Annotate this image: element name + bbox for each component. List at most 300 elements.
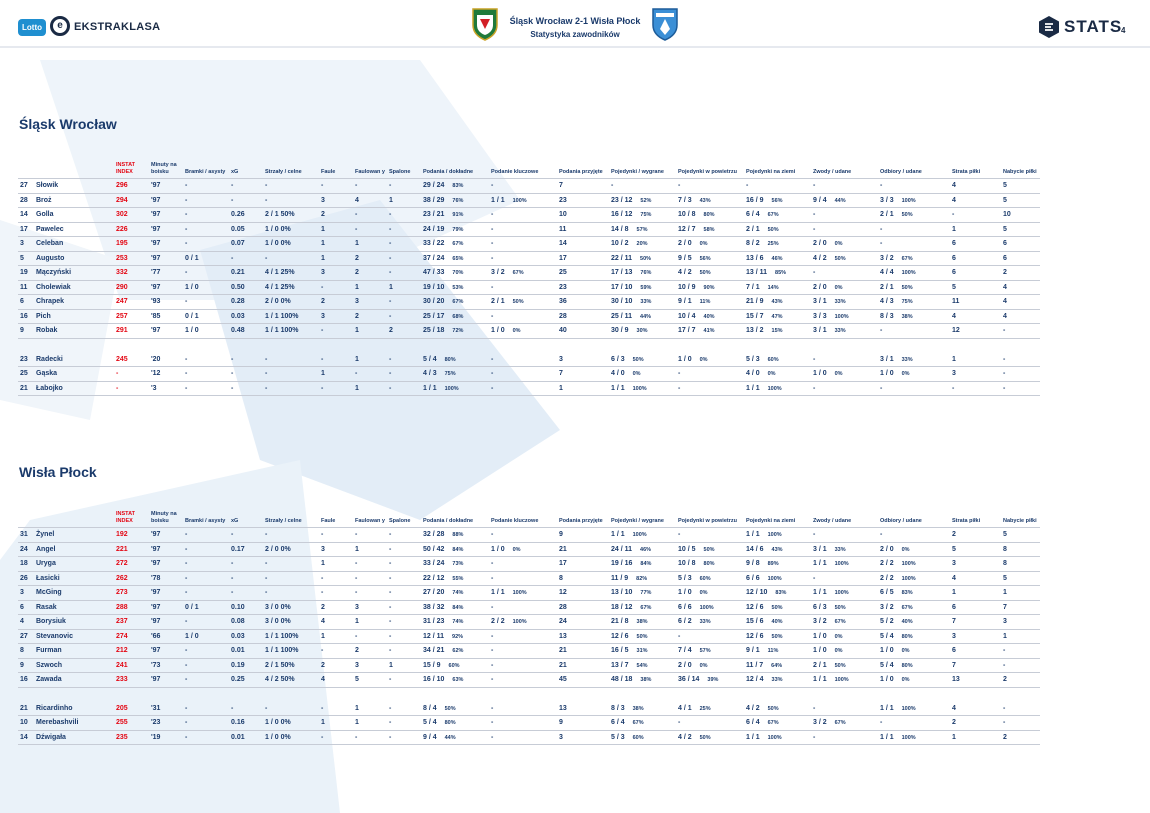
stat-value: 2 / 1 — [813, 661, 827, 669]
stat-value: 1 / 0 — [813, 370, 827, 378]
stat-percent: 100% — [901, 197, 916, 204]
stat-cell: - — [387, 557, 421, 572]
stat-percent: 74% — [452, 619, 464, 626]
stat-cell: - — [229, 367, 263, 382]
stat-cell — [811, 295, 878, 310]
stat-cell: Merebashvili — [34, 716, 114, 731]
stat-cell — [811, 658, 878, 673]
stat-cell: Chrapek — [34, 295, 114, 310]
stat-cell: 6 — [1001, 237, 1040, 252]
stat-cell: 1 / 0 — [183, 280, 229, 295]
stat-cell — [609, 716, 676, 731]
stat-value: 2 / 0 — [678, 661, 692, 669]
stat-cell: Angel — [34, 542, 114, 557]
stat-value: 2 / 0 — [813, 240, 827, 248]
stat-cell — [676, 528, 744, 543]
stat-value: 2 / 0 — [880, 545, 894, 553]
stat-value: 32 / 28 — [423, 531, 445, 539]
stat-value: 5 / 3 — [746, 355, 760, 363]
column-header: xG — [229, 156, 263, 179]
stat-value: 12 / 6 — [746, 603, 764, 611]
stat-value: 47 / 33 — [423, 269, 445, 277]
stat-percent: 30% — [636, 328, 648, 335]
stat-percent: 100% — [901, 561, 916, 568]
stat-cell: - — [183, 266, 229, 281]
stat-cell: 0.16 — [229, 716, 263, 731]
stat-percent: 40% — [901, 619, 913, 626]
stat-percent: 50% — [512, 299, 524, 306]
stat-cell — [676, 193, 744, 208]
column-header: Spalone — [387, 156, 421, 179]
stat-percent: 43% — [771, 299, 783, 306]
stat-cell: Celeban — [34, 237, 114, 252]
column-header: Spalone — [387, 505, 421, 528]
column-header: Bramki / asysty — [183, 156, 229, 179]
stat-cell — [421, 673, 489, 688]
stat-cell — [811, 179, 878, 194]
stat-percent: 0% — [834, 633, 843, 640]
stat-cell: - — [353, 629, 387, 644]
stat-cell: 290 — [114, 280, 149, 295]
stat-percent: 82% — [636, 575, 648, 582]
stat-cell: - — [263, 193, 319, 208]
stat-percent: 100% — [901, 270, 916, 277]
stat-cell: 332 — [114, 266, 149, 281]
stat-value: 19 / 16 — [611, 560, 633, 568]
stat-cell: 6 — [950, 644, 1001, 659]
stat-value: 13 / 7 — [611, 661, 629, 669]
stat-cell: 8 — [1001, 557, 1040, 572]
stat-value: 1 / 0 — [880, 370, 894, 378]
stat-cell: 0.01 — [229, 730, 263, 745]
stat-cell: - — [387, 295, 421, 310]
stat-cell: - — [263, 179, 319, 194]
stat-percent: 0% — [512, 546, 521, 553]
stat-cell: 241 — [114, 658, 149, 673]
stat-percent: 43% — [771, 546, 783, 553]
stat-cell: 5 — [950, 542, 1001, 557]
stat-percent: 80% — [901, 662, 913, 669]
stat-cell: 14 — [18, 730, 34, 745]
column-header: Minuty na boisku — [149, 505, 183, 528]
stat-value: 3 / 2 — [880, 603, 894, 611]
stat-cell — [811, 222, 878, 237]
stat-percent: 100% — [512, 619, 527, 626]
stat-cell: 0.03 — [229, 629, 263, 644]
stat-cell: 3 — [950, 629, 1001, 644]
stat-cell — [676, 600, 744, 615]
stat-percent: 64% — [771, 662, 783, 669]
stat-cell — [421, 309, 489, 324]
stat-percent: 75% — [444, 371, 456, 378]
stat-cell: - — [183, 295, 229, 310]
stat-percent: 11% — [767, 648, 779, 655]
stat-cell: 257 — [114, 309, 149, 324]
stat-value: 23 / 12 — [611, 196, 633, 204]
stat-value: - — [491, 560, 494, 568]
stat-percent: 100% — [699, 604, 714, 611]
stat-cell: - — [1001, 658, 1040, 673]
stat-cell: 12 — [557, 586, 609, 601]
stat-cell: - — [183, 542, 229, 557]
stat-percent: 100% — [632, 532, 647, 539]
stat-cell: - — [183, 673, 229, 688]
stat-value: - — [880, 240, 883, 248]
stat-cell: - — [229, 179, 263, 194]
stat-cell: '97 — [149, 251, 183, 266]
stat-cell: 16 — [18, 673, 34, 688]
stat-cell: - — [229, 251, 263, 266]
stat-percent: 60% — [448, 662, 460, 669]
stat-percent: 80% — [444, 356, 456, 363]
stat-value: 3 / 2 — [491, 269, 505, 277]
stat-cell — [878, 353, 950, 367]
stat-value: 13 / 10 — [611, 589, 633, 597]
stat-cell — [811, 528, 878, 543]
stat-value: - — [491, 312, 494, 320]
stat-cell — [878, 324, 950, 339]
column-header: Strata piłki — [950, 156, 1001, 179]
stat-cell — [878, 237, 950, 252]
stat-cell: Łasicki — [34, 571, 114, 586]
stat-cell — [811, 571, 878, 586]
stat-cell: - — [263, 367, 319, 382]
stat-percent: 50% — [834, 662, 846, 669]
stat-cell: - — [183, 730, 229, 745]
stat-cell — [421, 353, 489, 367]
stat-cell: '97 — [149, 528, 183, 543]
stat-cell — [609, 600, 676, 615]
stat-cell: 4 — [319, 673, 353, 688]
stat-cell: 10 — [18, 716, 34, 731]
stat-cell: Golla — [34, 208, 114, 223]
stat-value: 24 / 19 — [423, 225, 445, 233]
stat-value: 38 / 29 — [423, 196, 445, 204]
stat-cell — [811, 208, 878, 223]
stat-value: 1 / 0 — [813, 647, 827, 655]
stat-cell — [878, 309, 950, 324]
table-row — [18, 295, 1040, 310]
table-row — [18, 658, 1040, 673]
stat-cell: 3 — [353, 295, 387, 310]
stat-value: 25 / 17 — [423, 312, 445, 320]
stat-cell — [421, 208, 489, 223]
stat-cell: - — [263, 528, 319, 543]
stat-percent: 80% — [703, 212, 715, 219]
stat-cell: '97 — [149, 615, 183, 630]
stat-cell: 1 — [353, 324, 387, 339]
stat-cell: 10 — [557, 208, 609, 223]
stat-cell — [421, 528, 489, 543]
stat-cell: 6 — [18, 600, 34, 615]
stat-cell: 195 — [114, 237, 149, 252]
stat-percent: 11% — [699, 299, 711, 306]
stat-cell — [811, 586, 878, 601]
stat-value: 10 / 4 — [678, 312, 696, 320]
stat-value: - — [813, 211, 816, 219]
stat-value: 9 / 4 — [813, 196, 827, 204]
stat-cell: Borysiuk — [34, 615, 114, 630]
stat-cell — [744, 295, 811, 310]
stat-cell: 2 / 0 0% — [263, 542, 319, 557]
stat-cell: - — [319, 571, 353, 586]
stat-cell: 1 — [1001, 629, 1040, 644]
stat-cell: 7 — [557, 179, 609, 194]
stat-value: 25 / 18 — [423, 327, 445, 335]
stat-cell: 0.21 — [229, 266, 263, 281]
stat-cell — [489, 702, 557, 716]
stat-percent: 50% — [699, 270, 711, 277]
stat-value: 16 / 5 — [611, 647, 629, 655]
stats-logo-icon — [1038, 15, 1060, 39]
stat-cell: 1 — [353, 542, 387, 557]
stat-cell — [421, 381, 489, 396]
stat-cell: Gąska — [34, 367, 114, 382]
stat-cell — [676, 179, 744, 194]
stat-cell: - — [183, 571, 229, 586]
stat-cell — [811, 644, 878, 659]
stat-cell: - — [319, 702, 353, 716]
stat-cell — [676, 702, 744, 716]
stat-value: - — [491, 531, 494, 539]
stat-cell — [878, 658, 950, 673]
stat-cell: 4 — [18, 615, 34, 630]
stat-value: 2 / 1 — [880, 211, 894, 219]
stat-percent: 79% — [452, 226, 464, 233]
stat-percent: 20% — [636, 241, 648, 248]
stat-cell: Dźwigała — [34, 730, 114, 745]
stat-cell: '66 — [149, 629, 183, 644]
stat-cell: - — [1001, 324, 1040, 339]
stat-value: 9 / 1 — [746, 647, 760, 655]
stat-cell: 1 — [319, 251, 353, 266]
stat-cell: '97 — [149, 222, 183, 237]
stat-cell: - — [353, 557, 387, 572]
stat-value: 16 / 9 — [746, 196, 764, 204]
stat-cell: 1 — [387, 193, 421, 208]
stat-cell: '73 — [149, 658, 183, 673]
stat-percent: 73% — [452, 561, 464, 568]
stat-cell: 1 / 1 100% — [263, 629, 319, 644]
stat-cell — [489, 237, 557, 252]
stat-cell — [744, 237, 811, 252]
stat-percent: 41% — [703, 328, 715, 335]
stat-cell: - — [387, 179, 421, 194]
stat-cell: 6 — [1001, 251, 1040, 266]
table-row — [18, 222, 1040, 237]
stat-cell: 1 — [319, 716, 353, 731]
stat-cell: 1 — [353, 615, 387, 630]
stat-cell — [676, 367, 744, 382]
stat-cell: 13 — [950, 673, 1001, 688]
stat-cell: 12 — [950, 324, 1001, 339]
stat-cell — [489, 193, 557, 208]
stat-cell: - — [387, 629, 421, 644]
stat-cell — [489, 644, 557, 659]
stat-value: - — [491, 647, 494, 655]
table-row — [18, 353, 1040, 367]
stat-value: - — [880, 531, 883, 539]
stat-cell — [878, 702, 950, 716]
wisla-crest-icon — [650, 7, 680, 41]
stat-cell — [811, 193, 878, 208]
column-header — [34, 156, 114, 179]
column-header — [18, 505, 34, 528]
stat-value: - — [880, 384, 883, 392]
stat-percent: 57% — [699, 648, 711, 655]
stat-value: 5 / 4 — [880, 632, 894, 640]
stat-cell: 28 — [557, 309, 609, 324]
stat-cell — [421, 295, 489, 310]
stat-value: 17 / 13 — [611, 269, 633, 277]
stat-value: 1 / 1 — [611, 531, 625, 539]
table-row — [18, 542, 1040, 557]
stat-cell: 3 — [18, 237, 34, 252]
stat-percent: 43% — [699, 197, 711, 204]
stat-value: 1 / 1 — [746, 384, 760, 392]
stat-value: 21 / 8 — [611, 618, 629, 626]
stat-value: 7 / 3 — [678, 196, 692, 204]
team-title-wisla: Wisła Płock — [19, 464, 97, 480]
stat-cell: '97 — [149, 193, 183, 208]
column-header: Odbiory / udane — [878, 156, 950, 179]
stat-value: 2 / 2 — [880, 560, 894, 568]
stat-cell — [811, 280, 878, 295]
stat-cell: 9 — [18, 324, 34, 339]
stat-cell: - — [183, 237, 229, 252]
stat-cell: 4 — [353, 193, 387, 208]
stat-cell: - — [183, 367, 229, 382]
stat-cell — [878, 730, 950, 745]
stat-value: 9 / 4 — [423, 733, 437, 741]
stat-cell — [744, 309, 811, 324]
stat-cell: 2 — [319, 295, 353, 310]
stat-cell: 2 / 0 0% — [263, 295, 319, 310]
stat-cell — [878, 295, 950, 310]
stat-cell — [609, 557, 676, 572]
stat-percent: 92% — [452, 633, 464, 640]
stat-percent: 50% — [767, 226, 779, 233]
stat-cell — [609, 702, 676, 716]
stat-cell — [676, 353, 744, 367]
stat-cell — [489, 542, 557, 557]
stat-cell: 2 — [319, 208, 353, 223]
stat-value: 3 / 2 — [813, 719, 827, 727]
stat-value: 3 / 3 — [813, 312, 827, 320]
stat-cell — [489, 251, 557, 266]
stat-percent: 67% — [834, 720, 846, 727]
stat-percent: 31% — [636, 648, 648, 655]
stat-value: 9 / 8 — [746, 560, 760, 568]
stat-cell — [744, 658, 811, 673]
stat-cell: 0 / 1 — [183, 309, 229, 324]
stat-cell — [489, 673, 557, 688]
stat-cell: 17 — [18, 222, 34, 237]
stat-cell: 4 — [1001, 309, 1040, 324]
stat-cell: 2 — [950, 528, 1001, 543]
stat-cell — [421, 542, 489, 557]
stat-cell: - — [183, 193, 229, 208]
stat-cell: 8 — [18, 644, 34, 659]
stat-cell — [811, 600, 878, 615]
stat-cell — [744, 528, 811, 543]
stat-value: - — [880, 327, 883, 335]
stat-cell: 1 — [353, 381, 387, 396]
column-header: Zwody / udane — [811, 505, 878, 528]
stat-value: 3 / 1 — [880, 355, 894, 363]
stat-cell: - — [319, 644, 353, 659]
stat-cell: '78 — [149, 571, 183, 586]
stat-cell — [744, 600, 811, 615]
stat-cell: - — [353, 571, 387, 586]
stat-cell: '3 — [149, 381, 183, 396]
stat-cell: 0 / 1 — [183, 251, 229, 266]
stat-cell: 9 — [557, 716, 609, 731]
stat-cell: - — [183, 586, 229, 601]
stat-value: 1 / 1 — [611, 384, 625, 392]
stat-percent: 50% — [767, 705, 779, 712]
stat-cell: - — [387, 251, 421, 266]
stat-percent: 0% — [901, 546, 910, 553]
stat-percent: 83% — [775, 590, 787, 597]
column-header: Faulowan y — [353, 156, 387, 179]
stat-percent: 100% — [901, 734, 916, 741]
stat-cell: 26 — [18, 571, 34, 586]
stat-value: 4 / 2 — [678, 733, 692, 741]
stat-value: 1 / 1 — [491, 196, 505, 204]
stat-cell: 1 / 0 0% — [263, 222, 319, 237]
stat-percent: 100% — [512, 197, 527, 204]
stat-percent: 85% — [775, 270, 787, 277]
stat-cell: - — [263, 381, 319, 396]
stat-cell — [421, 600, 489, 615]
stat-cell: 2 — [1001, 266, 1040, 281]
stat-cell — [744, 280, 811, 295]
stat-value: - — [491, 370, 494, 378]
stat-cell — [811, 381, 878, 396]
stat-cell — [421, 571, 489, 586]
stat-percent: 100% — [901, 575, 916, 582]
stat-cell — [421, 280, 489, 295]
stat-cell: 21 — [18, 381, 34, 396]
table-row — [18, 381, 1040, 396]
stat-percent: 70% — [452, 270, 464, 277]
stat-cell: '97 — [149, 586, 183, 601]
stat-value: - — [813, 704, 816, 712]
stat-cell: 2 — [319, 600, 353, 615]
stat-percent: 60% — [767, 356, 779, 363]
stat-cell: 24 — [18, 542, 34, 557]
stat-value: 1 / 1 — [423, 384, 437, 392]
stat-value: 1 / 1 — [813, 676, 827, 684]
stat-cell: - — [353, 222, 387, 237]
stat-value: - — [491, 355, 494, 363]
stat-cell: 0 / 1 — [183, 600, 229, 615]
stat-cell — [421, 324, 489, 339]
stat-percent: 100% — [767, 575, 782, 582]
stat-cell: 1 — [319, 557, 353, 572]
stat-cell — [421, 222, 489, 237]
table-row — [18, 266, 1040, 281]
stat-value: 1 / 0 — [491, 545, 505, 553]
stat-cell: '97 — [149, 644, 183, 659]
stat-value: 31 / 23 — [423, 618, 445, 626]
stat-cell — [676, 251, 744, 266]
stat-cell: - — [229, 571, 263, 586]
stat-percent: 100% — [834, 590, 849, 597]
stat-value: 12 / 4 — [746, 676, 764, 684]
column-header: Pojedynki / wygrane — [609, 505, 676, 528]
